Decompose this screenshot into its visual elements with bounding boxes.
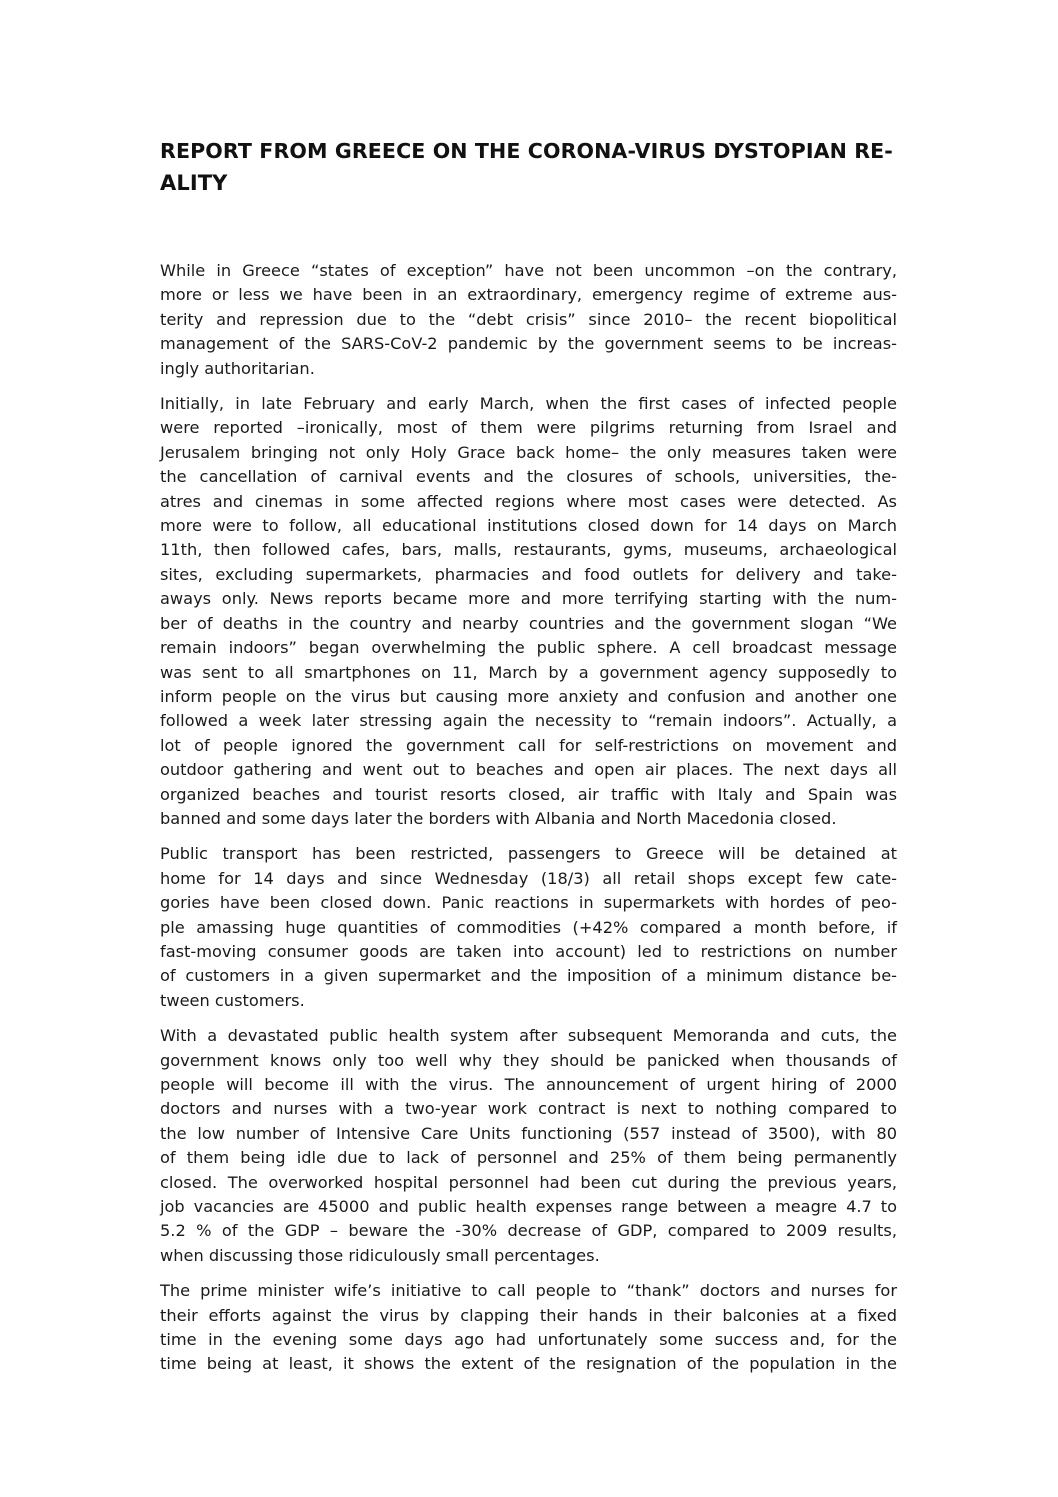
paragraph-4-line-6: of them being idle due to lack of personnel and 25% of them being permanently	[160, 1148, 897, 1168]
paragraph-2-line-7: 11th, then followed cafes, bars, malls, restaurants, gyms, museums, archaeological	[160, 540, 897, 560]
paragraph-2-line-1: Initially, in late February and early March, when the first cases of infected people	[160, 394, 897, 414]
document-page	[160, 135, 897, 1388]
paragraph-2	[160, 392, 897, 831]
paragraph-1-line-3: terity and repression due to the “debt crisis” since 2010– the recent biopolitical	[160, 309, 897, 329]
paragraph-4-line-2: government knows only too well why they should be panicked when thousands of	[160, 1050, 897, 1070]
paragraph-2-line-10: ber of deaths in the country and nearby countries and the government slogan “We	[160, 613, 897, 633]
paragraph-2-line-4: the cancellation of carnival events and the closures of schools, universities, the-	[160, 467, 897, 487]
paragraph-2-line-6: more were to follow, all educational institutions closed down for 14 days on March	[160, 516, 897, 536]
paragraph-2-line-2: were reported –ironically, most of them were pilgrims returning from Israel and	[160, 418, 897, 438]
paragraph-2-line-9: aways only. News reports became more and more terrifying starting with the num-	[160, 589, 897, 609]
paragraph-5-line-1: The prime minister wife’s initiative to call people to “thank” doctors and nurses for	[160, 1281, 897, 1301]
paragraph-3-line-6: of customers in a given supermarket and the imposition of a minimum distance be-	[160, 966, 897, 986]
paragraph-1-line-5: ingly authoritarian.	[160, 358, 315, 378]
paragraph-2-line-18: banned and some days later the borders with Albania and North Macedonia closed.	[160, 808, 837, 828]
document-title	[160, 135, 897, 199]
paragraph-4	[160, 1024, 897, 1268]
paragraph-1	[160, 259, 897, 381]
paragraph-4-line-8: job vacancies are 45000 and public health expenses range between a meagre 4.7 to	[160, 1197, 897, 1217]
paragraph-4-line-5: the low number of Intensive Care Units functioning (557 instead of 3500), with 80	[160, 1123, 897, 1143]
document-body	[160, 259, 897, 1377]
paragraph-3-line-1: Public transport has been restricted, passengers to Greece will be detained at	[160, 844, 897, 864]
paragraph-2-line-17: organized beaches and tourist resorts closed, air traffic with Italy and Spain was	[160, 784, 897, 804]
paragraph-4-line-10: when discussing those ridiculously small percentages.	[160, 1245, 600, 1265]
paragraph-4-line-1: With a devastated public health system after subsequent Memoranda and cuts, the	[160, 1026, 897, 1046]
paragraph-2-line-12: was sent to all smartphones on 11, March by a government agency supposedly to	[160, 662, 897, 682]
paragraph-2-line-16: outdoor gathering and went out to beaches and open air places. The next days all	[160, 760, 897, 780]
paragraph-1-line-1: While in Greece “states of exception” have not been uncommon –on the contrary,	[160, 261, 897, 280]
paragraph-5-line-2: their efforts against the virus by clapping their hands in their balconies at a fixed	[160, 1305, 897, 1325]
paragraph-4-line-9: 5.2 % of the GDP – beware the -30% decrease of GDP, compared to 2009 results,	[160, 1221, 897, 1241]
paragraph-4-line-4: doctors and nurses with a two-year work contract is next to nothing compared to	[160, 1099, 897, 1119]
paragraph-3-line-4: ple amassing huge quantities of commodities (+42% compared a month before, if	[160, 917, 897, 937]
paragraph-4-line-7: closed. The overworked hospital personnel had been cut during the previous years,	[160, 1172, 897, 1192]
paragraph-1-line-4: management of the SARS-CoV-2 pandemic by the government seems to be increas-	[160, 334, 897, 354]
paragraph-5-line-3: time in the evening some days ago had unfortunately some success and, for the	[160, 1330, 897, 1350]
paragraph-3-line-2: home for 14 days and since Wednesday (18/3) all retail shops except few cate-	[160, 868, 897, 888]
paragraph-1-line-2: more or less we have been in an extraordinary, emergency regime of extreme aus-	[160, 285, 897, 305]
title-line-2: ALITY	[160, 171, 228, 195]
paragraph-2-line-15: lot of people ignored the government call for self-restrictions on movement and	[160, 735, 897, 755]
paragraph-5-line-4: time being at least, it shows the extent of the resignation of the population in the	[160, 1354, 897, 1374]
paragraph-2-line-14: followed a week later stressing again the necessity to “remain indoors”. Actually, a	[160, 711, 897, 731]
paragraph-2-line-5: atres and cinemas in some affected regions where most cases were detected. As	[160, 491, 897, 511]
paragraph-4-line-3: people will become ill with the virus. The announcement of urgent hiring of 2000	[160, 1075, 897, 1094]
paragraph-2-line-11: remain indoors” began overwhelming the public sphere. A cell broadcast message	[160, 638, 897, 658]
title-line-1: REPORT FROM GREECE ON THE CORONA-VIRUS DYSTOPIAN RE-	[160, 139, 893, 163]
paragraph-3	[160, 842, 897, 1013]
paragraph-5	[160, 1279, 897, 1377]
paragraph-3-line-5: fast-moving consumer goods are taken into account) led to restrictions on number	[160, 941, 897, 961]
paragraph-2-line-13: inform people on the virus but causing more anxiety and confusion and another one	[160, 686, 897, 706]
paragraph-2-line-8: sites, excluding supermarkets, pharmacies and food outlets for delivery and take-	[160, 564, 897, 584]
paragraph-3-line-3: gories have been closed down. Panic reactions in supermarkets with hordes of peo-	[160, 893, 897, 913]
paragraph-3-line-7: tween customers.	[160, 990, 305, 1010]
paragraph-2-line-3: Jerusalem bringing not only Holy Grace back home– the only measures taken were	[160, 442, 897, 462]
